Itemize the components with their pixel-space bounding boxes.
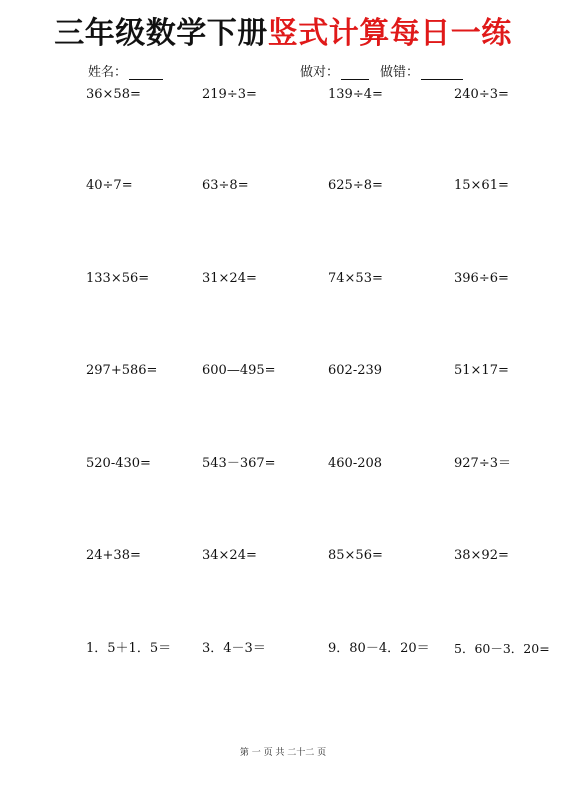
problem: 543－367= [202, 456, 276, 471]
problem: 396÷6= [454, 271, 509, 286]
problem: 51×17= [454, 363, 509, 378]
problem: 74×53= [328, 271, 383, 286]
wrong-blank [421, 66, 463, 80]
wrong-label: 做错： [380, 65, 420, 80]
problem: 34×24= [202, 548, 257, 563]
wrong-field [380, 61, 463, 80]
problem: 38×92= [454, 548, 509, 563]
problem: 602-239 [328, 363, 383, 378]
name-field [88, 61, 163, 80]
problem: 625÷8= [328, 178, 383, 193]
problem: 31×24= [202, 271, 257, 286]
correct-label: 做对： [300, 65, 340, 80]
problem: 3．4－3＝ [202, 641, 266, 656]
title-practice-part: 竖式计算每日一练 [267, 16, 512, 51]
problem: 139÷4= [328, 87, 383, 102]
problem: 600—495= [202, 363, 276, 378]
page-title [0, 8, 566, 52]
problem: 240÷3= [454, 87, 509, 102]
problem: 5．60－3．20= [454, 641, 550, 656]
problem: 9．80－4．20＝ [328, 641, 430, 656]
problem: 297+586= [86, 363, 158, 378]
name-label: 姓名： [88, 65, 128, 80]
problem: 133×56= [86, 271, 150, 286]
problem: 1．5＋1．5＝ [86, 641, 172, 656]
problem: 24+38= [86, 548, 141, 563]
correct-blank [341, 66, 369, 80]
problem: 85×56= [328, 548, 383, 563]
problem: 63÷8= [202, 178, 249, 193]
title-grade-part: 三年级数学下册 [54, 16, 268, 51]
problem: 460-208 [328, 456, 383, 471]
page-footer: 第 一 页 共 二十二 页 [239, 748, 327, 758]
problem: 36×58= [86, 87, 141, 102]
problem: 219÷3= [202, 87, 257, 102]
name-blank [129, 66, 163, 80]
problem: 40÷7= [86, 178, 133, 193]
problem: 927÷3＝ [454, 456, 511, 471]
correct-field [300, 61, 369, 80]
problem: 520-430= [86, 456, 151, 471]
problem: 15×61= [454, 178, 509, 193]
